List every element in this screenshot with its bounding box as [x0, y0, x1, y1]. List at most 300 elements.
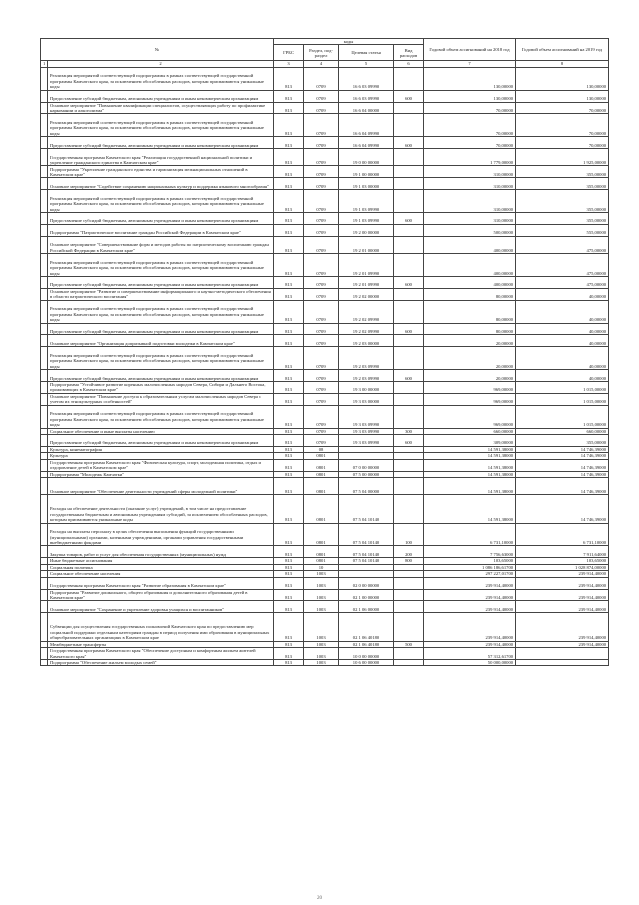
row-razdel: 1003: [304, 589, 339, 601]
table-row: [41, 405, 609, 428]
table-row: [41, 166, 609, 178]
row-amount-2018: 57 312,61700: [424, 648, 516, 660]
row-index-cell: [41, 659, 48, 665]
row-razdel: 0709: [304, 178, 339, 190]
row-amount-2019: 1 925,00000: [516, 149, 609, 166]
row-amount-2018: 70,00000: [424, 114, 516, 137]
row-amount-2019: 103,65000: [516, 558, 609, 564]
row-name: Расходы на выплаты персоналу в целях обеспечения выполнения функций государственными (муниципальными) органами, казенными учреждениями, органами управления государственными внебюджетными фондами: [48, 523, 274, 546]
row-amount-2018: 14 591,38000: [424, 471, 516, 477]
row-amount-2018: 14 591,38000: [424, 453, 516, 459]
row-index-cell: [41, 495, 48, 523]
row-vid: [394, 178, 424, 190]
row-amount-2018: 239 914,40000: [424, 613, 516, 641]
row-grbs: 813: [274, 288, 304, 300]
row-grbs: 813: [274, 381, 304, 393]
row-amount-2019: 7 911,64000: [516, 546, 609, 558]
row-index-cell: [41, 478, 48, 495]
table-row: [41, 434, 609, 446]
row-tselevaya: 02 1 06 40180: [339, 613, 394, 641]
row-amount-2019: 14 746,39000: [516, 453, 609, 459]
row-razdel: 0709: [304, 393, 339, 405]
row-index-cell: [41, 459, 48, 471]
row-index-cell: [41, 405, 48, 428]
row-grbs: 813: [274, 114, 304, 137]
page-number: 20: [317, 896, 322, 901]
row-name: Государственная программа Камчатского края "Реализация государственной национальной политики и укрепление гражданского единства в Камчатском крае": [48, 149, 274, 166]
row-tselevaya: 02 1 00 00000: [339, 589, 394, 601]
header-grbs: ГРБС: [274, 45, 304, 61]
row-grbs: 813: [274, 659, 304, 665]
row-index-cell: [41, 323, 48, 335]
row-tselevaya: 19 2 01 09990: [339, 254, 394, 277]
row-name: Культура, кинематография: [48, 446, 274, 452]
row-amount-2018: 14 591,38000: [424, 459, 516, 471]
row-amount-2019: 40,00000: [516, 370, 609, 382]
row-amount-2018: 310,00000: [424, 166, 516, 178]
row-name: Основное мероприятие "Развитие и совершенствование информационного и научно-методического обеспечения в области патриотического воспитания": [48, 288, 274, 300]
row-name: Социальная политика: [48, 564, 274, 570]
row-index-cell: [41, 178, 48, 190]
table-row: [41, 459, 609, 471]
row-razdel: 0709: [304, 434, 339, 446]
row-razdel: 0801: [304, 471, 339, 477]
row-amount-2019: 6 731,10000: [516, 523, 609, 546]
row-amount-2018: 6 731,10000: [424, 523, 516, 546]
header-tselevaya: Целевая статья: [339, 45, 394, 61]
row-grbs: 813: [274, 446, 304, 452]
row-name: Закупка товаров, работ и услуг для обеспечения государственных (муниципальных) нужд: [48, 546, 274, 558]
row-razdel: 1003: [304, 571, 339, 577]
budget-table: [40, 38, 609, 666]
header-num: №: [41, 39, 274, 61]
row-vid: 200: [394, 546, 424, 558]
row-index-cell: [41, 347, 48, 370]
row-vid: [394, 589, 424, 601]
row-index-cell: [41, 648, 48, 660]
row-amount-2018: 80,00000: [424, 300, 516, 323]
row-amount-2019: 14 746,39000: [516, 459, 609, 471]
row-vid: [394, 478, 424, 495]
row-amount-2019: 239 914,40000: [516, 613, 609, 641]
row-vid: [394, 659, 424, 665]
row-grbs: 813: [274, 178, 304, 190]
table-row: [41, 178, 609, 190]
row-grbs: 813: [274, 459, 304, 471]
row-grbs: 813: [274, 564, 304, 570]
row-name: Основное мероприятие "Повышение доступа к образовательным услугам малочисленных народов Севера с учетом их этнокультурных особенностей": [48, 393, 274, 405]
row-name: Предоставление субсидий бюджетным, автономным учреждениям и иным некоммерческим организациям: [48, 276, 274, 288]
row-name: Подпрограмма "Развитие дошкольного, общего образования и дополнительного образования детей в Камчатском крае": [48, 589, 274, 601]
row-tselevaya: 16 6 04 09990: [339, 137, 394, 149]
row-razdel: 0709: [304, 347, 339, 370]
row-amount-2019: 14 746,39000: [516, 446, 609, 452]
table-row: [41, 648, 609, 660]
row-name: Основное мероприятие "Обеспечение деятельности учреждений сферы молодежной политики": [48, 478, 274, 495]
row-name: Реализация мероприятий соответствующей подпрограммы в рамках соответствующей государственной программы Камчатского края, за исключением обособленных расходов, которым присваиваются уникальные коды: [48, 347, 274, 370]
table-row: [41, 659, 609, 665]
row-name: Государственная программа Камчатского края "Физическая культура, спорт, молодежная политика, отдых и оздоровление детей в Камчатском крае": [48, 459, 274, 471]
row-razdel: 0709: [304, 288, 339, 300]
row-grbs: 813: [274, 434, 304, 446]
row-vid: [394, 393, 424, 405]
row-amount-2019: 1 015,00000: [516, 405, 609, 428]
table-row: [41, 523, 609, 546]
row-name: Иные бюджетные ассигнования: [48, 558, 274, 564]
row-amount-2018: 130,00000: [424, 67, 516, 90]
row-tselevaya: 02 1 06 00000: [339, 601, 394, 613]
row-vid: [394, 190, 424, 213]
row-amount-2019: 555,00000: [516, 224, 609, 236]
row-vid: [394, 236, 424, 253]
row-index-cell: [41, 166, 48, 178]
row-name: Предоставление субсидий бюджетным, автономным учреждениям и иным некоммерческим организациям: [48, 370, 274, 382]
row-amount-2019: 1 015,00000: [516, 393, 609, 405]
row-razdel: 0709: [304, 276, 339, 288]
row-index-cell: [41, 137, 48, 149]
row-name: Расходы на обеспечение деятельности (оказание услуг) учреждений, в том числе на предоставление государственным бюджетным и автономным учреждениям субсидий, за исключением обособленных расходов, которым присваиваются уникальные коды: [48, 495, 274, 523]
row-grbs: 813: [274, 471, 304, 477]
col-index-2: 2: [48, 61, 274, 67]
row-name: Реализация мероприятий соответствующей подпрограммы в рамках соответствующей государственной программы Камчатского края, за исключением обособленных расходов, которым присваиваются уникальные коды: [48, 300, 274, 323]
row-vid: [394, 166, 424, 178]
row-amount-2018: 80,00000: [424, 288, 516, 300]
row-grbs: 813: [274, 613, 304, 641]
col-index-8: 8: [516, 61, 609, 67]
row-grbs: 813: [274, 478, 304, 495]
row-amount-2019: 239 914,40000: [516, 641, 609, 647]
row-index-cell: [41, 213, 48, 225]
row-index-cell: [41, 335, 48, 347]
row-vid: [394, 288, 424, 300]
row-amount-2018: 969,00000: [424, 405, 516, 428]
row-razdel: 1003: [304, 659, 339, 665]
row-grbs: 813: [274, 213, 304, 225]
row-amount-2019: 239 914,40000: [516, 577, 609, 589]
row-razdel: 0709: [304, 190, 339, 213]
header-razdel: Раздел, под-раздел: [304, 45, 339, 61]
row-amount-2018: 310,00000: [424, 178, 516, 190]
row-tselevaya: 19 3 00 00000: [339, 381, 394, 393]
row-amount-2019: 130,00000: [516, 67, 609, 90]
row-amount-2018: 14 591,38000: [424, 478, 516, 495]
row-name: Субвенции для осуществления государственных полномочий Камчатского края по предоставлению мер социальной поддержки отдельным категориям граждан в период получения ими образования в муниципальных общеобразовательных организациях в Камчатском крае: [48, 613, 274, 641]
row-grbs: 813: [274, 67, 304, 90]
table-row: [41, 613, 609, 641]
row-razdel: 0801: [304, 459, 339, 471]
row-amount-2019: 70,00000: [516, 114, 609, 137]
row-index-cell: [41, 601, 48, 613]
row-amount-2018: 130,00000: [424, 90, 516, 102]
row-amount-2018: 660,00000: [424, 428, 516, 434]
row-amount-2019: 1 028 874,00000: [516, 564, 609, 570]
row-amount-2018: 310,00000: [424, 190, 516, 213]
table-row: [41, 300, 609, 323]
row-grbs: 813: [274, 405, 304, 428]
row-tselevaya: 07 5 04 10140: [339, 523, 394, 546]
row-tselevaya: 07 5 04 00000: [339, 478, 394, 495]
row-grbs: 813: [274, 300, 304, 323]
row-index-cell: [41, 114, 48, 137]
row-razdel: 1003: [304, 648, 339, 660]
row-amount-2019: 239 914,40000: [516, 601, 609, 613]
row-grbs: 813: [274, 523, 304, 546]
row-razdel: 0709: [304, 137, 339, 149]
row-tselevaya: 19 2 03 09990: [339, 347, 394, 370]
row-amount-2018: 14 591,38000: [424, 495, 516, 523]
row-tselevaya: 19 2 02 09990: [339, 300, 394, 323]
row-tselevaya: 19 2 01 09990: [339, 276, 394, 288]
row-tselevaya: 16 6 03 09990: [339, 67, 394, 90]
table-row: [41, 114, 609, 137]
row-vid: [394, 613, 424, 641]
table-row: [41, 393, 609, 405]
row-vid: 600: [394, 213, 424, 225]
table-row: [41, 236, 609, 253]
row-vid: [394, 495, 424, 523]
row-vid: 300: [394, 428, 424, 434]
row-razdel: 0801: [304, 558, 339, 564]
row-vid: [394, 381, 424, 393]
row-vid: [394, 149, 424, 166]
row-name: Подпрограмма "Укрепление гражданского единства и гармонизация межнациональных отношений в Камчатском крае": [48, 166, 274, 178]
row-razdel: 0801: [304, 546, 339, 558]
row-grbs: 813: [274, 648, 304, 660]
row-grbs: 813: [274, 428, 304, 434]
row-vid: [394, 347, 424, 370]
row-vid: 500: [394, 641, 424, 647]
row-vid: [394, 335, 424, 347]
row-index-cell: [41, 102, 48, 114]
row-tselevaya: 07 5 04 10140: [339, 495, 394, 523]
table-row: [41, 577, 609, 589]
row-amount-2019: 1 015,00000: [516, 381, 609, 393]
table-row: [41, 495, 609, 523]
table-row: [41, 213, 609, 225]
row-vid: 600: [394, 434, 424, 446]
row-amount-2019: 70,00000: [516, 137, 609, 149]
row-name: Государственная программа Камчатского края "Обеспечение доступным и комфортным жильем жителей Камчатского края": [48, 648, 274, 660]
row-tselevaya: 19 2 00 00000: [339, 224, 394, 236]
row-name: Реализация мероприятий соответствующей подпрограммы в рамках соответствующей государственной программы Камчатского края, за исключением обособленных расходов, которым присваиваются уникальные коды: [48, 67, 274, 90]
row-name: Реализация мероприятий соответствующей подпрограммы в рамках соответствующей государственной программы Камчатского края, за исключением обособленных расходов, которым присваиваются уникальные коды: [48, 405, 274, 428]
row-index-cell: [41, 393, 48, 405]
row-razdel: 1003: [304, 601, 339, 613]
row-tselevaya: 19 3 03 09990: [339, 405, 394, 428]
row-amount-2018: 297 227,01700: [424, 571, 516, 577]
row-index-cell: [41, 149, 48, 166]
row-index-cell: [41, 434, 48, 446]
table-row: [41, 370, 609, 382]
row-amount-2019: 40,00000: [516, 288, 609, 300]
row-tselevaya: 19 1 03 09990: [339, 190, 394, 213]
row-name: Межбюджетные трансферты: [48, 641, 274, 647]
table-row: [41, 288, 609, 300]
row-vid: [394, 67, 424, 90]
row-razdel: 0709: [304, 114, 339, 137]
table-row: [41, 546, 609, 558]
row-amount-2019: 40,00000: [516, 335, 609, 347]
row-razdel: 0709: [304, 370, 339, 382]
table-row: [41, 149, 609, 166]
row-tselevaya: 19 2 02 09990: [339, 323, 394, 335]
row-amount-2019: 40,00000: [516, 323, 609, 335]
row-amount-2019: 40,00000: [516, 347, 609, 370]
row-index-cell: [41, 523, 48, 546]
row-vid: [394, 254, 424, 277]
row-index-cell: [41, 288, 48, 300]
row-vid: [394, 224, 424, 236]
row-razdel: 0709: [304, 224, 339, 236]
row-razdel: 0709: [304, 166, 339, 178]
row-amount-2019: 239 914,40000: [516, 571, 609, 577]
row-razdel: 0709: [304, 428, 339, 434]
col-index-1: 1: [41, 61, 48, 67]
row-tselevaya: 19 1 03 09990: [339, 213, 394, 225]
row-vid: [394, 601, 424, 613]
row-amount-2018: 70,00000: [424, 137, 516, 149]
row-tselevaya: 19 3 03 09990: [339, 428, 394, 434]
table-row: [41, 335, 609, 347]
row-name: Основное мероприятие "Сохранение и укрепление здоровья учащихся и воспитанников": [48, 601, 274, 613]
row-tselevaya: 19 2 03 09990: [339, 370, 394, 382]
row-amount-2018: 20,00000: [424, 347, 516, 370]
row-grbs: 813: [274, 149, 304, 166]
row-name: Предоставление субсидий бюджетным, автономным учреждениям и иным некоммерческим организациям: [48, 90, 274, 102]
row-vid: 100: [394, 523, 424, 546]
row-amount-2018: 1 086 186,61700: [424, 564, 516, 570]
row-tselevaya: 19 2 03 00000: [339, 335, 394, 347]
row-index-cell: [41, 224, 48, 236]
row-index-cell: [41, 90, 48, 102]
row-name: Основное мероприятие "Совершенствование форм и методов работы по патриотическому воспитанию граждан Российской Федерации в Камчатском крае": [48, 236, 274, 253]
row-razdel: 0801: [304, 523, 339, 546]
row-vid: [394, 459, 424, 471]
row-amount-2018: 239 914,40000: [424, 601, 516, 613]
row-vid: [394, 114, 424, 137]
row-amount-2019: 660,00000: [516, 428, 609, 434]
row-index-cell: [41, 546, 48, 558]
row-grbs: 813: [274, 641, 304, 647]
table-row: [41, 90, 609, 102]
row-name: Основное мероприятие "Содействие сохранению национальных культур и поддержка языкового многообразия": [48, 178, 274, 190]
row-razdel: 0801: [304, 495, 339, 523]
row-name: Подпрограмма "Молодежь Камчатки": [48, 471, 274, 477]
row-amount-2019: 475,00000: [516, 236, 609, 253]
row-tselevaya: 16 6 03 09990: [339, 90, 394, 102]
row-razdel: 0709: [304, 300, 339, 323]
row-vid: 600: [394, 323, 424, 335]
row-tselevaya: 02 1 06 40180: [339, 641, 394, 647]
row-razdel: 0709: [304, 236, 339, 253]
row-amount-2019: 130,00000: [516, 90, 609, 102]
row-tselevaya: 07 5 04 10140: [339, 546, 394, 558]
row-amount-2018: 20,00000: [424, 335, 516, 347]
row-razdel: 1003: [304, 577, 339, 589]
row-amount-2019: 70,00000: [516, 102, 609, 114]
row-grbs: 813: [274, 254, 304, 277]
row-tselevaya: 19 1 03 00000: [339, 178, 394, 190]
col-index-4: 4: [304, 61, 339, 67]
row-grbs: 813: [274, 190, 304, 213]
row-razdel: 0709: [304, 381, 339, 393]
col-index-7: 7: [424, 61, 516, 67]
row-amount-2018: 239 914,40000: [424, 641, 516, 647]
row-name: Основное мероприятие "Организация допризывной подготовки молодежи в Камчатском крае": [48, 335, 274, 347]
row-tselevaya: 16 6 04 00000: [339, 102, 394, 114]
row-grbs: 813: [274, 347, 304, 370]
row-name: Реализация мероприятий соответствующей подпрограммы в рамках соответствующей государственной программы Камчатского края, за исключением обособленных расходов, которым присваиваются уникальные коды: [48, 190, 274, 213]
row-razdel: 0709: [304, 149, 339, 166]
row-name: Предоставление субсидий бюджетным, автономным учреждениям и иным некоммерческим организациям: [48, 323, 274, 335]
row-razdel: 08: [304, 446, 339, 452]
row-vid: [394, 300, 424, 323]
row-index-cell: [41, 67, 48, 90]
row-index-cell: [41, 381, 48, 393]
row-amount-2019: 475,00000: [516, 276, 609, 288]
budget-document: [40, 38, 608, 666]
row-grbs: 813: [274, 393, 304, 405]
row-name: Социальное обеспечение населения: [48, 571, 274, 577]
row-index-cell: [41, 577, 48, 589]
row-razdel: 1003: [304, 641, 339, 647]
row-amount-2018: 50 000,00000: [424, 659, 516, 665]
table-body: [41, 67, 609, 666]
row-amount-2018: 80,00000: [424, 323, 516, 335]
row-amount-2019: [516, 659, 609, 665]
row-grbs: 813: [274, 90, 304, 102]
row-razdel: 0709: [304, 90, 339, 102]
row-vid: [394, 577, 424, 589]
row-name: Социальное обеспечение и иные выплаты населению: [48, 428, 274, 434]
row-grbs: 813: [274, 589, 304, 601]
row-tselevaya: 16 6 04 09990: [339, 114, 394, 137]
row-amount-2018: 400,00000: [424, 254, 516, 277]
row-tselevaya: 19 0 00 00000: [339, 149, 394, 166]
row-name: Предоставление субсидий бюджетным, автономным учреждениям и иным некоммерческим организациям: [48, 137, 274, 149]
row-amount-2019: 14 746,39000: [516, 495, 609, 523]
row-amount-2018: 239 914,40000: [424, 577, 516, 589]
row-name: Подпрограмма "Патриотическое воспитание граждан Российской Федерации в Камчатском крае": [48, 224, 274, 236]
header-vid: Вид расходов: [394, 45, 424, 61]
row-razdel: 0709: [304, 213, 339, 225]
row-amount-2018: 1 779,00000: [424, 149, 516, 166]
row-razdel: 0709: [304, 254, 339, 277]
row-amount-2019: 40,00000: [516, 300, 609, 323]
row-vid: 600: [394, 90, 424, 102]
row-amount-2019: 355,00000: [516, 213, 609, 225]
row-grbs: 813: [274, 601, 304, 613]
row-vid: [394, 102, 424, 114]
row-grbs: 813: [274, 137, 304, 149]
table-row: [41, 589, 609, 601]
table-row: [41, 276, 609, 288]
row-grbs: 813: [274, 276, 304, 288]
table-row: [41, 347, 609, 370]
table-row: [41, 254, 609, 277]
row-amount-2018: 20,00000: [424, 370, 516, 382]
row-tselevaya: 02 0 00 00000: [339, 577, 394, 589]
row-amount-2018: 103,65000: [424, 558, 516, 564]
row-grbs: 813: [274, 571, 304, 577]
row-index-cell: [41, 254, 48, 277]
row-tselevaya: 19 2 01 00000: [339, 236, 394, 253]
row-razdel: 10: [304, 564, 339, 570]
header-codes: коды: [274, 39, 424, 45]
table-row: [41, 323, 609, 335]
col-index-3: 3: [274, 61, 304, 67]
row-grbs: 813: [274, 558, 304, 564]
